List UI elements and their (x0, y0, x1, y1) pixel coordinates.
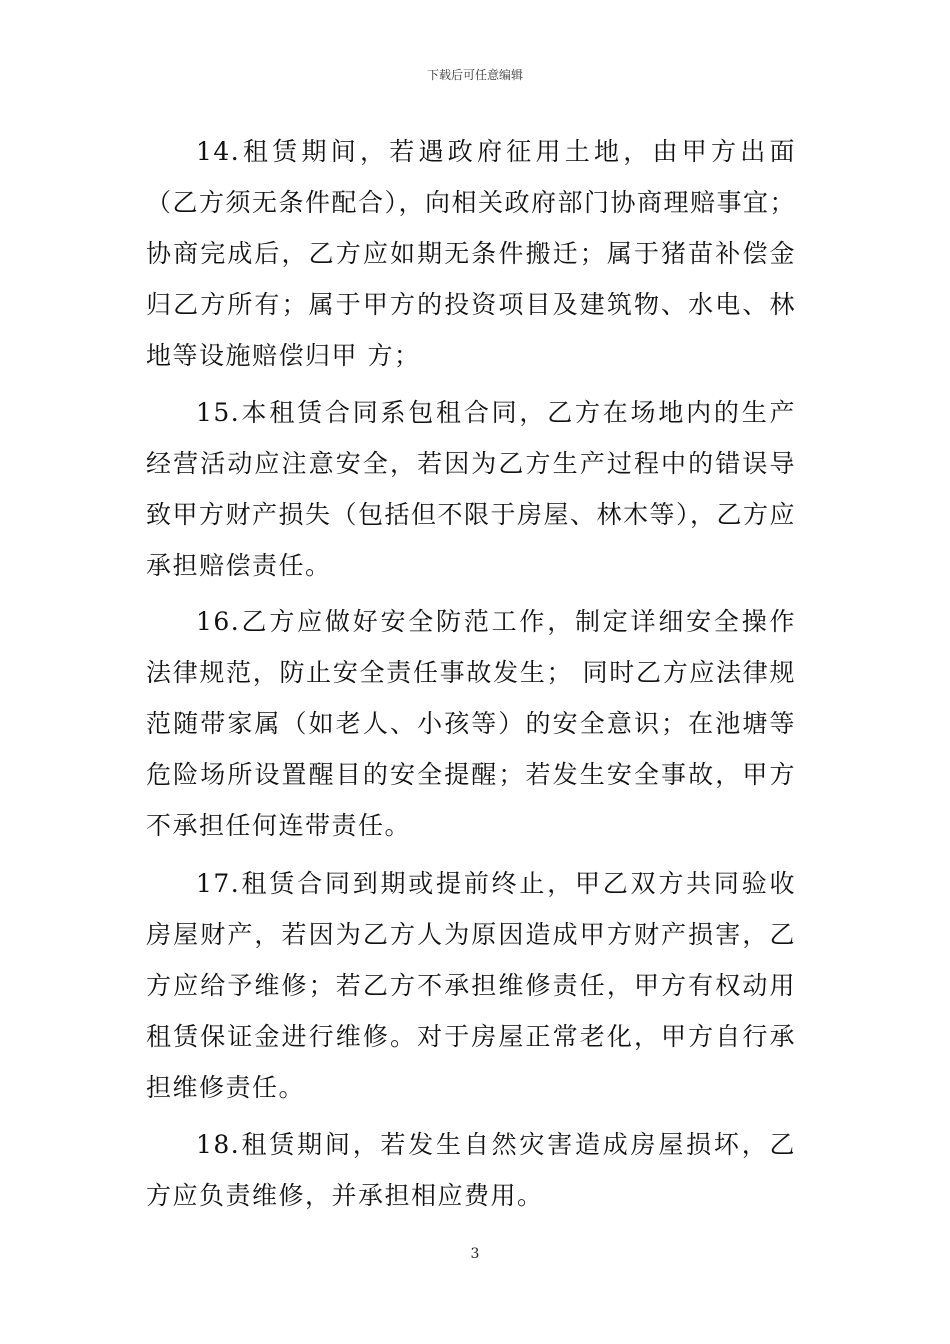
clause-18: 18.租赁期间，若发生自然灾害造成房屋损坏，乙方应负责维修，并承担相应费用。 (146, 1130, 796, 1210)
clause-15: 15.本租赁合同系包租合同，乙方在场地内的生产经营活动应注意安全，若因为乙方生产过程中的错误导致甲方财产损失（包括但不限于房屋、林木等），乙方应承担赔偿责任。 (146, 398, 797, 580)
clause-14: 14.租赁期间，若遇政府征用土地，由甲方出面（乙方须无条件配合），向相关政府部门协商理赔事宜；协商完成后，乙方应如期无条件搬迁；属于猪苗补偿金归乙方所有；属于甲方的投资项目及建筑物、水电、林地等设施赔偿归甲 方； (146, 137, 797, 370)
page-number: 3 (470, 1246, 480, 1262)
page-header: 下载后可任意编辑 (426, 68, 523, 82)
clause-16: 16.乙方应做好安全防范工作，制定详细安全操作法律规范，防止安全责任事故发生； 同时乙方应法律规范随带家属（如老人、小孩等）的安全意识；在池塘等危险场所设置醒目的安全提醒；若发生安全事故，甲方不承担任何连带责任。 (146, 607, 796, 840)
clause-17: 17.租赁合同到期或提前终止，甲乙双方共同验收房屋财产，若因为乙方人为原因造成甲方财产损害，乙方应给予维修；若乙方不承担维修责任，甲方有权动用租赁保证金进行维修。对于房屋正常老化，甲方自行承担维修责任。 (146, 869, 796, 1102)
